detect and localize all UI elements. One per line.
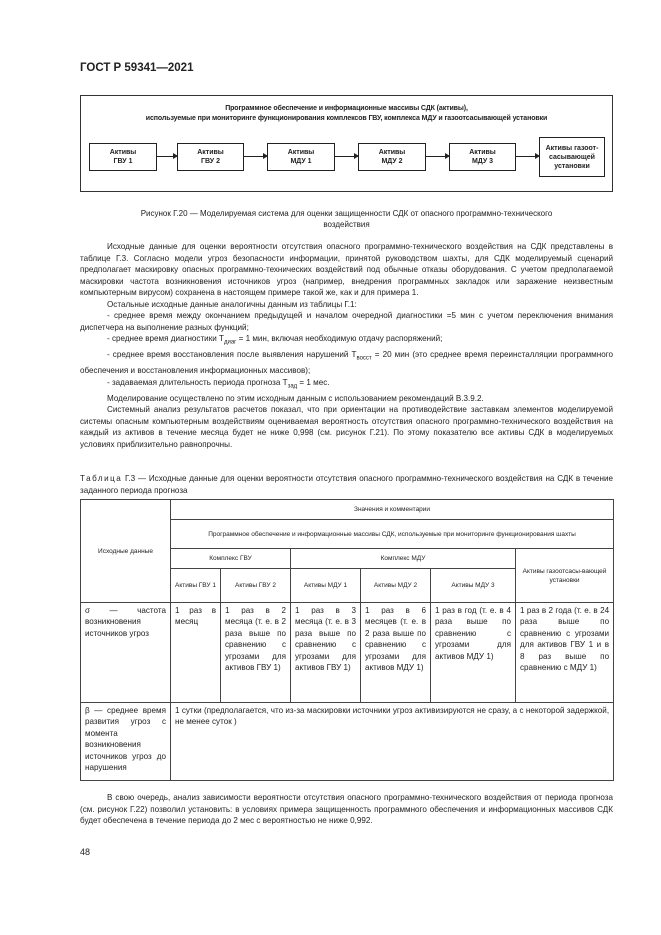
text: - задаваемая длительность периода прогноза T: [107, 377, 288, 387]
caption-line2: воздействия: [323, 220, 370, 229]
subscript: восст: [356, 355, 372, 362]
subscript: зад: [287, 383, 298, 390]
diagram-title-line2: используемые при мониторинге функционирования комплексов ГВУ, комплекса МДУ и газоотсасывающей установки: [145, 115, 548, 122]
diagram-arrow: [244, 156, 267, 157]
document-header: ГОСТ Р 59341—2021: [80, 62, 194, 74]
cell-value: 1 раз в год (т. е. в 4 раза выше по сравнению с угрозами для активов МДУ 1): [431, 603, 516, 703]
box-line: Активы: [287, 149, 315, 156]
subscript: диаг: [223, 339, 237, 346]
text: = 1 мин, включая необходимую отдачу распоряжений;: [236, 334, 443, 343]
diagram-box-mdu3: [449, 143, 516, 171]
paragraph: Исходные данные для оценки вероятности отсутствия опасного программно-технического воздействия на СДК представлены в таблице Г.3. Согласно модели угроз безопасности информации, принятой руководством шахты, для СДК моделируемый сценарий предполагает маскировку опасных программно-технических воздействий под обычные отказы оборудования. С учетом предполагаемой маскировки частота возникновения источников угроз (например, внедрения программных закладок или заражение неизвестным компьютерным вирусом) сохранена в настоящем примере такой же, как и для примера 1.: [80, 242, 613, 297]
box-line: ГВУ 1: [113, 158, 133, 165]
box-line: Активы: [378, 149, 406, 156]
text: - среднее время диагностики T: [107, 334, 224, 343]
paragraph: [80, 377, 613, 393]
data-table: [80, 499, 614, 781]
table-row: [81, 603, 614, 703]
diagram-arrow: [516, 156, 539, 157]
paragraph: Моделирование осуществлено по этим исходным данным с использованием рекомендаций В.3.9.2.: [107, 393, 484, 403]
box-line: МДУ 2: [381, 158, 403, 165]
paragraph: [80, 333, 613, 349]
text: - среднее время восстановления после выявления нарушений T: [107, 350, 357, 360]
diagram-box-mdu1: [267, 143, 335, 171]
header-source-data: Исходные данные: [81, 500, 171, 603]
body-text: [80, 241, 613, 450]
diagram-arrow: [335, 156, 358, 157]
header-mdu3: Активы МДУ 3: [431, 569, 516, 603]
cell-value: 1 раз в 3 месяца (т. е. в 3 раза выше по сравнению с угрозами для активов ГВУ 1): [291, 603, 361, 703]
box-line: Активы: [109, 149, 137, 156]
diagram-arrow: [426, 156, 449, 157]
box-line: МДУ 1: [290, 158, 312, 165]
header-mdu2: Активы МДУ 2: [361, 569, 431, 603]
diagram-title: [81, 104, 612, 124]
table-title: [80, 473, 613, 496]
system-diagram: [80, 95, 613, 192]
table-row: [81, 703, 614, 781]
header-mdu1: Активы МДУ 1: [291, 569, 361, 603]
closing-paragraph: В свою очередь, анализ зависимости вероятности отсутствия опасного программно-технического воздействия от периода прогноза (см. рисунок Г.22) позволил установить: в условиях примера защищенность программного обеспечения и информационных массивов СДК будет обеспечена в течение периода до 2 мес с вероятностью не ниже 0,992.: [80, 793, 613, 825]
figure-caption: [80, 208, 613, 230]
caption-line1: Рисунок Г.20 — Моделируемая система для оценки защищенности СДК от опасного программно-технического: [140, 209, 553, 218]
cell-value: 1 раз в 2 года (т. е. в 24 раза выше по сравнению с угрозами для активов ГВУ 1 и в 8 раз выше по сравнению с МДУ 1): [516, 603, 614, 703]
box-line: Активы газоот-: [545, 144, 599, 152]
box-line: установки: [554, 162, 590, 170]
diagram-box-mdu2: [358, 143, 426, 171]
box-line: МДУ 3: [471, 158, 494, 165]
cell-value: 1 сутки (предполагается, что из-за маскировки источники угроз активизируются не сразу, а с некоторой задержкой, не менее суток ): [171, 703, 614, 781]
diagram-title-line1: Программное обеспечение и информационные массивы СДК (активы),: [225, 105, 468, 112]
diagram-box-gas: [539, 137, 605, 177]
page-number: 48: [80, 847, 91, 857]
row-label-beta: β — среднее время развития угроз с момента возникновения источников угроз до нарушения: [81, 703, 171, 781]
diagram-box-gvu2: [177, 143, 244, 171]
paragraph: - среднее время между окончанием предыдущей и началом очередной диагностики =5 мин с учетом переключения внимания диспетчера на выполнение разных функций;: [80, 311, 613, 332]
header-group-gvu: Комплекс ГВУ: [171, 549, 291, 569]
paragraph: Системный анализ результатов расчетов показал, что при ориентации на противодействие заставкам элементов моделируемой системы опасным компьютерным воздействиям оцениваемая вероятность отсутствия опасного программно-технического воздействия на каждый из активов в течение месяца будет не ниже 0,998 (см. рисунок Г.21). По этому показателю все активы СДК в моделируемых условиях приблизительно равнопрочны.: [80, 405, 613, 449]
diagram-arrow: [157, 156, 177, 157]
box-line: Активы: [469, 149, 496, 156]
header-group-mdu: Комплекс МДУ: [291, 549, 516, 569]
table-title-text: Г.3 — Исходные данные для оценки вероятности отсутствия опасного программно-технического воздействия на СДК в течение заданного периода прогноза: [80, 474, 613, 495]
header-gas: Активы газоотсасы-вающей установки: [516, 549, 614, 603]
paragraph: [80, 349, 613, 377]
header-gvu1: Активы ГВУ 1: [171, 569, 221, 603]
table-label: Таблица: [80, 474, 123, 483]
header-software: Программное обеспечение и информационные массивы СДК, используемые при мониторинге функционирования шахты: [171, 520, 614, 549]
text: = 1 мес.: [297, 377, 330, 387]
diagram-box-gvu1: [89, 143, 157, 171]
header-values: Значения и комментарии: [171, 500, 614, 520]
row-label-sigma: σ — частота возникновения источников угроз: [81, 603, 171, 703]
box-line: сасывающей: [549, 153, 595, 161]
box-line: Активы: [197, 149, 224, 156]
cell-value: 1 раз в месяц: [171, 603, 221, 703]
cell-value: 1 раз в 2 месяца (т. е. в 2 раза выше по сравнению с угрозами для активов ГВУ 1): [221, 603, 291, 703]
box-line: ГВУ 2: [201, 158, 220, 165]
text: = 20 мин (это среднее время переинсталляции программного обеспечения и восстановления информационных массивов);: [80, 350, 613, 376]
cell-value: 1 раз в 6 месяцев (т. е. в 2 раза выше по сравнению с угрозами для активов МДУ 1): [361, 603, 431, 703]
paragraph: Остальные исходные данные аналогичны данным из таблицы Г.1:: [107, 299, 357, 309]
header-gvu2: Активы ГВУ 2: [221, 569, 291, 603]
